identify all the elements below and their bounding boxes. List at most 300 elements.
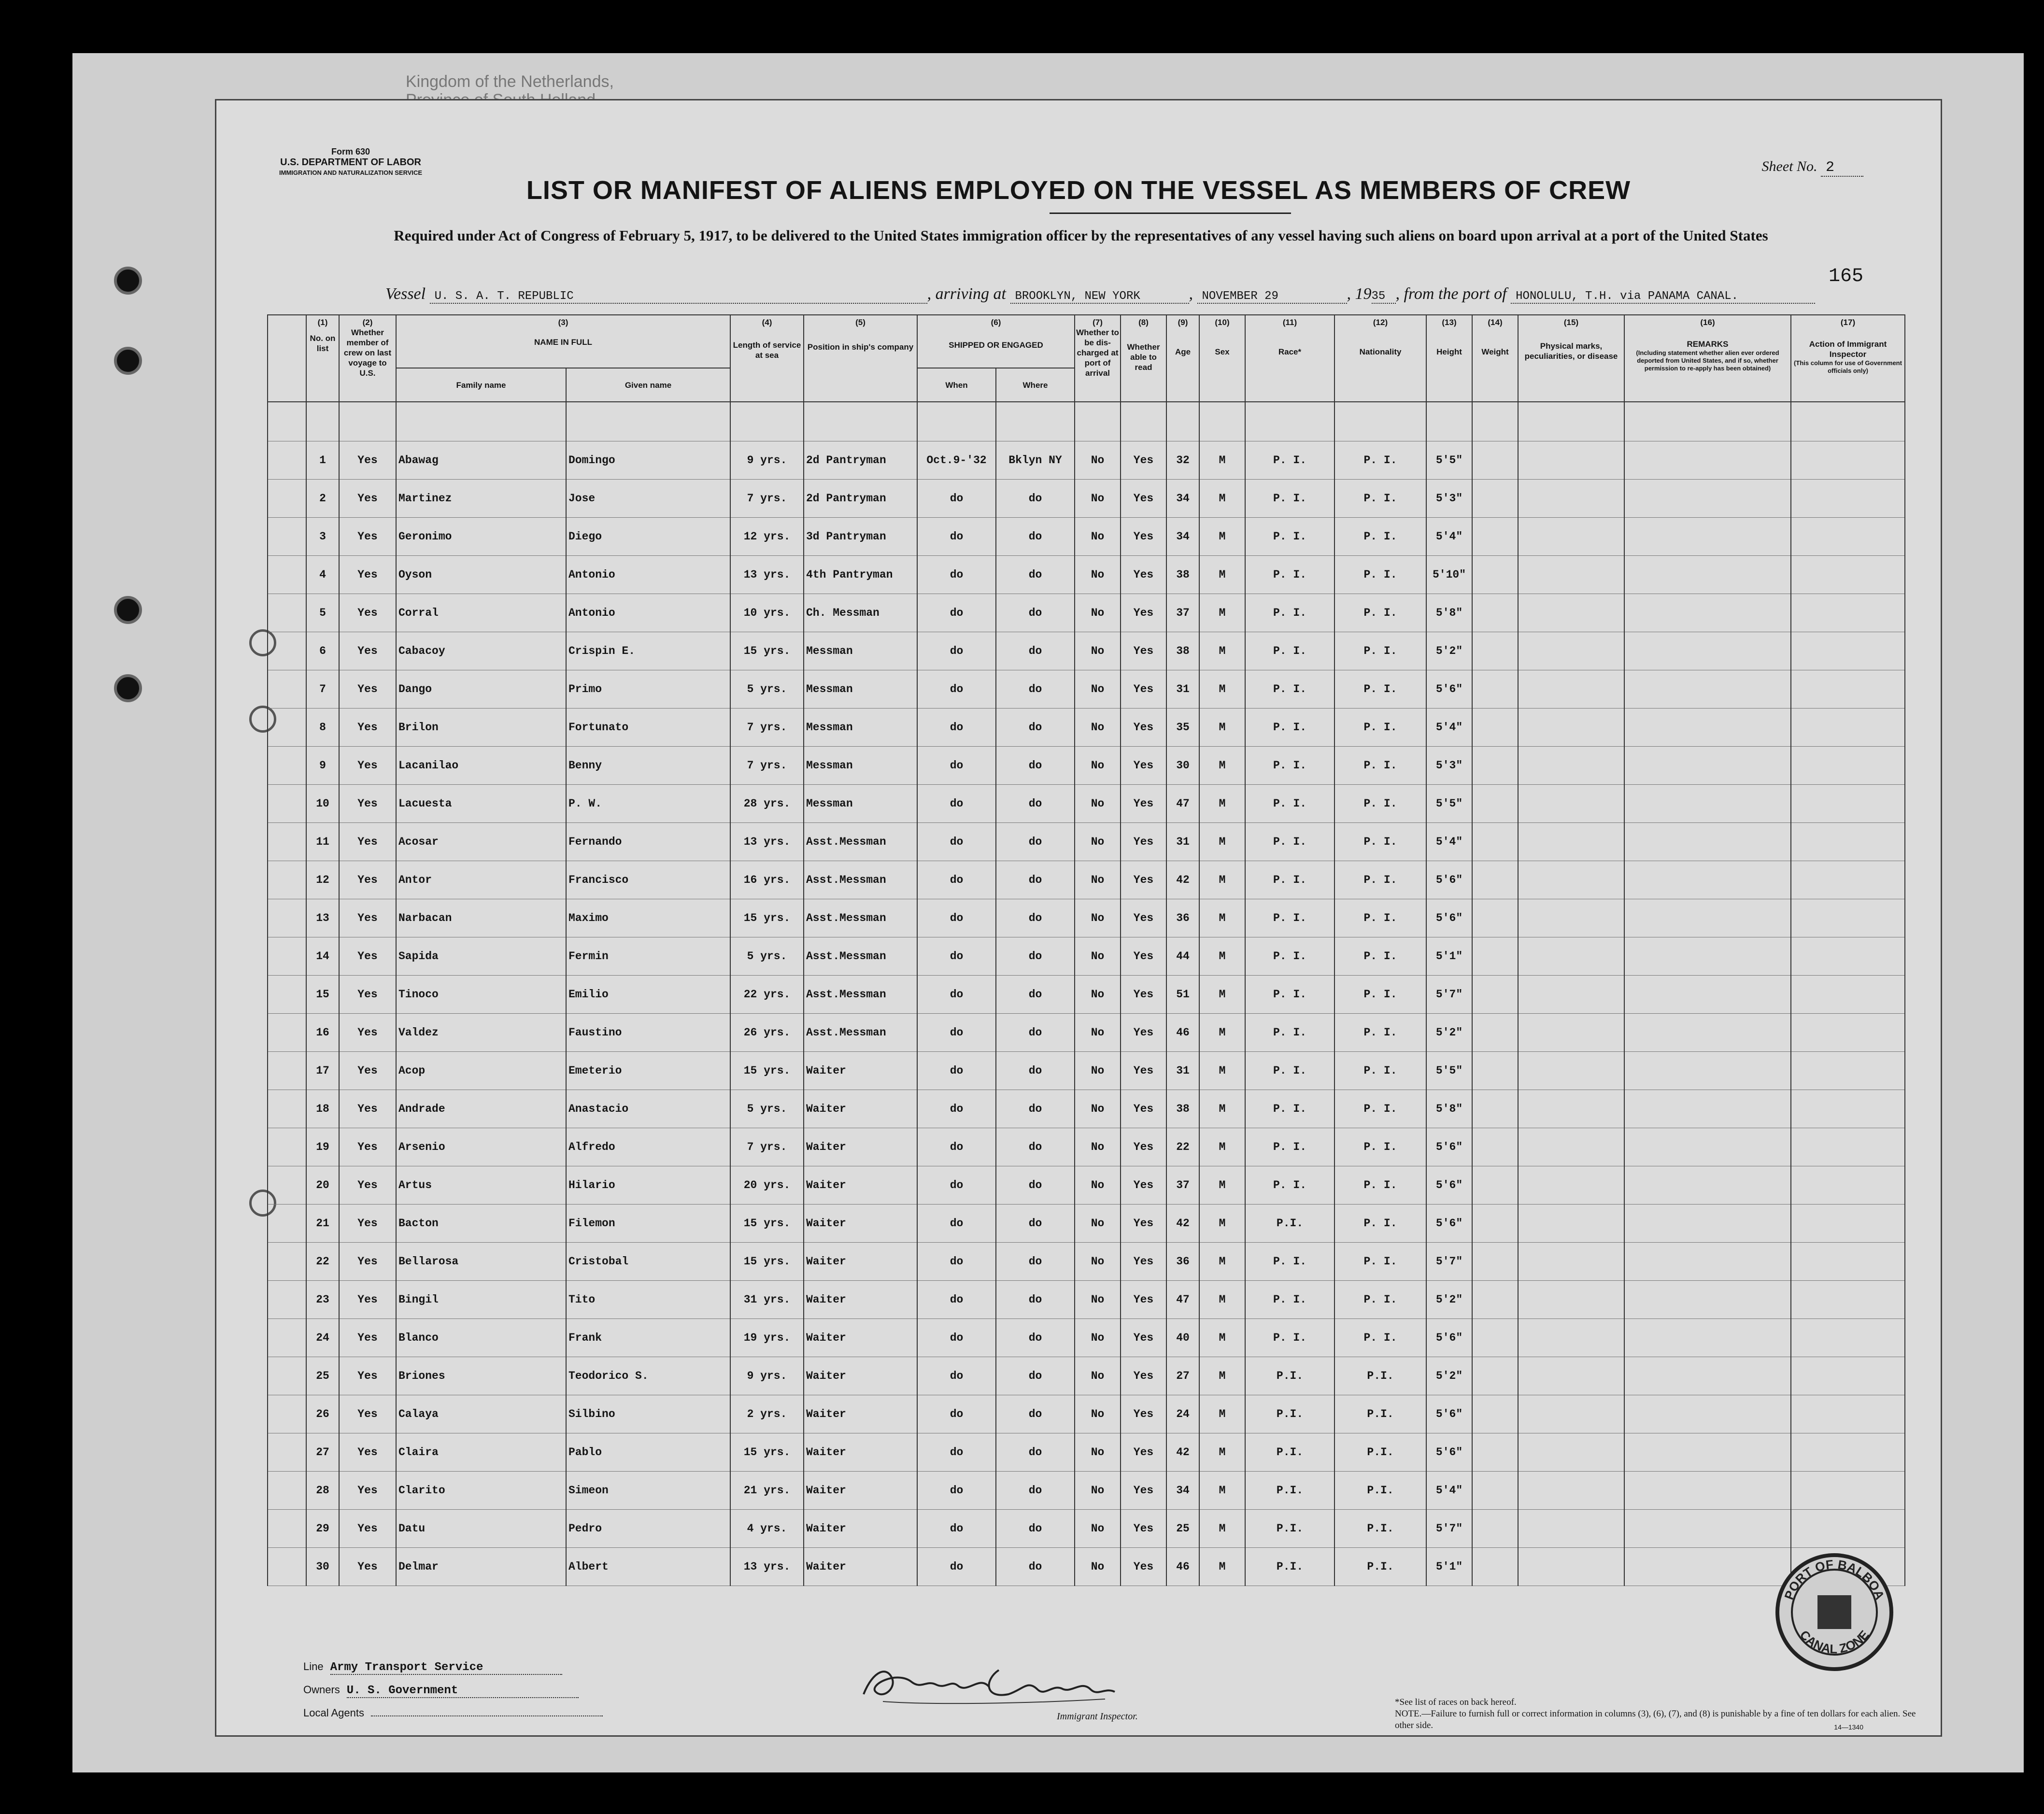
able-to-read-cell: Yes xyxy=(1121,1395,1166,1433)
able-to-read-cell: Yes xyxy=(1121,937,1166,976)
shipped-where-cell: do xyxy=(996,785,1075,823)
inspector-action-cell xyxy=(1791,594,1905,632)
height-cell: 5'4" xyxy=(1426,518,1472,556)
table-row xyxy=(268,1357,1905,1395)
weight-cell xyxy=(1472,480,1518,518)
able-to-read-cell: Yes xyxy=(1121,1014,1166,1052)
sheet-number xyxy=(1762,158,1864,176)
shipped-where-cell: do xyxy=(996,1472,1075,1510)
age-cell: 37 xyxy=(1166,1166,1199,1205)
sex-cell: M xyxy=(1199,823,1245,861)
member-last-voyage-cell: Yes xyxy=(339,1472,396,1510)
inspector-action-cell xyxy=(1791,709,1905,747)
shipped-when-cell: do xyxy=(917,1166,996,1205)
member-last-voyage-cell: Yes xyxy=(339,1014,396,1052)
remarks-cell xyxy=(1624,785,1791,823)
family-name-cell: Delmar xyxy=(396,1548,566,1586)
row-number-cell: 14 xyxy=(306,937,339,976)
position-in-company-cell: Asst.Messman xyxy=(804,823,917,861)
table-row xyxy=(268,1090,1905,1128)
member-last-voyage-cell: Yes xyxy=(339,976,396,1014)
family-name-cell: Valdez xyxy=(396,1014,566,1052)
member-last-voyage-cell: Yes xyxy=(339,861,396,899)
age-cell: 46 xyxy=(1166,1014,1199,1052)
weight-cell xyxy=(1472,1548,1518,1586)
family-name-cell: Lacuesta xyxy=(396,785,566,823)
shipped-where-cell: do xyxy=(996,976,1075,1014)
shipped-when-cell: do xyxy=(917,1281,996,1319)
able-to-read-cell: Yes xyxy=(1121,823,1166,861)
race-cell: P.I. xyxy=(1245,1205,1334,1243)
row-number-cell: 26 xyxy=(306,1395,339,1433)
remarks-cell xyxy=(1624,518,1791,556)
height-cell: 5'5" xyxy=(1426,785,1472,823)
shipped-where-cell: do xyxy=(996,1166,1075,1205)
weight-cell xyxy=(1472,632,1518,670)
family-name-cell: Martinez xyxy=(396,480,566,518)
able-to-read-cell: Yes xyxy=(1121,1052,1166,1090)
table-row xyxy=(268,1014,1905,1052)
family-name-cell: Brilon xyxy=(396,709,566,747)
length-of-service-cell: 15 yrs. xyxy=(730,1243,804,1281)
family-name-cell: Claira xyxy=(396,1433,566,1472)
height-cell: 5'7" xyxy=(1426,1243,1472,1281)
position-in-company-cell: Messman xyxy=(804,670,917,709)
from-port-label: , from the port of xyxy=(1395,285,1507,303)
sex-cell: M xyxy=(1199,785,1245,823)
nationality-cell: P. I. xyxy=(1334,670,1426,709)
position-in-company-cell: Waiter xyxy=(804,1052,917,1090)
given-name-cell: Antonio xyxy=(566,594,730,632)
position-in-company-cell: Waiter xyxy=(804,1433,917,1472)
row-number-cell: 4 xyxy=(306,556,339,594)
height-cell: 5'6" xyxy=(1426,1319,1472,1357)
given-name-cell: Tito xyxy=(566,1281,730,1319)
member-last-voyage-cell: Yes xyxy=(339,1433,396,1472)
row-number-cell: 27 xyxy=(306,1433,339,1472)
shipped-where-cell: do xyxy=(996,632,1075,670)
able-to-read-cell: Yes xyxy=(1121,1281,1166,1319)
table-row xyxy=(268,594,1905,632)
shipped-where-cell: do xyxy=(996,1510,1075,1548)
column-header-when: When xyxy=(917,368,996,402)
shipped-when-cell: do xyxy=(917,1014,996,1052)
row-number-cell: 18 xyxy=(306,1090,339,1128)
able-to-read-cell: Yes xyxy=(1121,1357,1166,1395)
column-header-race: (11) Race* xyxy=(1245,315,1334,402)
remarks-cell xyxy=(1624,823,1791,861)
weight-cell xyxy=(1472,1166,1518,1205)
table-row xyxy=(268,937,1905,976)
given-name-cell: Pedro xyxy=(566,1510,730,1548)
age-cell: 37 xyxy=(1166,594,1199,632)
margin-column-header xyxy=(268,315,306,402)
position-in-company-cell: Asst.Messman xyxy=(804,937,917,976)
shipped-when-cell: do xyxy=(917,480,996,518)
shipped-when-cell: do xyxy=(917,1548,996,1586)
able-to-read-cell: Yes xyxy=(1121,1548,1166,1586)
height-cell: 5'4" xyxy=(1426,1472,1472,1510)
family-name-cell: Calaya xyxy=(396,1395,566,1433)
owners-field xyxy=(303,1684,603,1698)
position-in-company-cell: Waiter xyxy=(804,1281,917,1319)
remarks-cell xyxy=(1624,1205,1791,1243)
discharged-at-port-cell: No xyxy=(1075,441,1121,480)
shipped-where-cell: do xyxy=(996,1243,1075,1281)
column-header-discharged: (7) Whether to be dis-charged at port of arrival xyxy=(1075,315,1121,402)
position-in-company-cell: Waiter xyxy=(804,1243,917,1281)
margin-cell-cell xyxy=(268,1510,306,1548)
line-label: Line xyxy=(303,1660,324,1672)
weight-cell xyxy=(1472,1205,1518,1243)
column-header-where: Where xyxy=(996,368,1075,402)
weight-cell xyxy=(1472,1281,1518,1319)
table-spacer-row xyxy=(268,402,1905,441)
seal-top-text: PORT OF BALBOA xyxy=(1781,1557,1888,1602)
member-last-voyage-cell: Yes xyxy=(339,1205,396,1243)
punch-hole xyxy=(114,267,142,295)
family-name-cell: Bingil xyxy=(396,1281,566,1319)
inspector-action-cell xyxy=(1791,1281,1905,1319)
table-row xyxy=(268,1205,1905,1243)
able-to-read-cell: Yes xyxy=(1121,1205,1166,1243)
family-name-cell: Geronimo xyxy=(396,518,566,556)
shipped-when-cell: do xyxy=(917,1395,996,1433)
column-header-no: (1) No. on list xyxy=(306,315,339,402)
physical-marks-cell xyxy=(1518,1205,1624,1243)
inspector-action-cell xyxy=(1791,632,1905,670)
shipped-when-cell: do xyxy=(917,1472,996,1510)
discharged-at-port-cell: No xyxy=(1075,1243,1121,1281)
column-header-name: (3) NAME IN FULL xyxy=(396,315,730,368)
arrival-date: NOVEMBER 29 xyxy=(1197,290,1347,304)
able-to-read-cell: Yes xyxy=(1121,747,1166,785)
shipped-when-cell: do xyxy=(917,861,996,899)
member-last-voyage-cell: Yes xyxy=(339,785,396,823)
physical-marks-cell xyxy=(1518,1052,1624,1090)
discharged-at-port-cell: No xyxy=(1075,976,1121,1014)
weight-cell xyxy=(1472,785,1518,823)
shipped-when-cell: do xyxy=(917,1052,996,1090)
age-cell: 35 xyxy=(1166,709,1199,747)
nationality-cell: P. I. xyxy=(1334,747,1426,785)
inspector-action-cell xyxy=(1791,1128,1905,1166)
given-name-cell: Primo xyxy=(566,670,730,709)
margin-cell-cell xyxy=(268,1433,306,1472)
column-header-position: (5) Position in ship's company xyxy=(804,315,917,402)
weight-cell xyxy=(1472,1243,1518,1281)
height-cell: 5'3" xyxy=(1426,480,1472,518)
given-name-cell: Francisco xyxy=(566,861,730,899)
crew-manifest-table xyxy=(267,314,1905,1586)
form-service: IMMIGRATION AND NATURALIZATION SERVICE xyxy=(279,169,423,176)
remarks-cell xyxy=(1624,1357,1791,1395)
race-cell: P. I. xyxy=(1245,1243,1334,1281)
shipped-where-cell: do xyxy=(996,594,1075,632)
shipped-when-cell: do xyxy=(917,1510,996,1548)
member-last-voyage-cell: Yes xyxy=(339,1357,396,1395)
sex-cell: M xyxy=(1199,1052,1245,1090)
punch-hole xyxy=(114,347,142,375)
physical-marks-cell xyxy=(1518,937,1624,976)
column-header-shipped: (6) SHIPPED OR ENGAGED xyxy=(917,315,1075,368)
shipped-where-cell: do xyxy=(996,937,1075,976)
physical-marks-cell xyxy=(1518,1319,1624,1357)
physical-marks-cell xyxy=(1518,747,1624,785)
table-row xyxy=(268,1395,1905,1433)
nationality-cell: P. I. xyxy=(1334,1166,1426,1205)
table-row xyxy=(268,518,1905,556)
age-cell: 36 xyxy=(1166,899,1199,937)
remarks-cell xyxy=(1624,1472,1791,1510)
remarks-cell xyxy=(1624,1243,1791,1281)
arrival-year: 35 xyxy=(1372,290,1396,304)
arriving-port: BROOKLYN, NEW YORK xyxy=(1010,290,1189,304)
age-cell: 47 xyxy=(1166,785,1199,823)
family-name-cell: Artus xyxy=(396,1166,566,1205)
family-name-cell: Briones xyxy=(396,1357,566,1395)
port-of-balboa-seal xyxy=(1772,1549,1897,1677)
row-number-cell: 11 xyxy=(306,823,339,861)
physical-marks-cell xyxy=(1518,1433,1624,1472)
shipped-when-cell: do xyxy=(917,670,996,709)
length-of-service-cell: 2 yrs. xyxy=(730,1395,804,1433)
able-to-read-cell: Yes xyxy=(1121,785,1166,823)
penalty-note: NOTE.—Failure to furnish full or correct information in columns (3), (6), (7), and (8) is punishable by a fine of ten dollars for each alien. See other side. xyxy=(1395,1709,1916,1730)
physical-marks-cell xyxy=(1518,1090,1624,1128)
inspector-action-cell xyxy=(1791,1433,1905,1472)
position-in-company-cell: 2d Pantryman xyxy=(804,441,917,480)
inspector-action-cell xyxy=(1791,1243,1905,1281)
shipped-when-cell: do xyxy=(917,632,996,670)
nationality-cell: P. I. xyxy=(1334,937,1426,976)
member-last-voyage-cell: Yes xyxy=(339,1090,396,1128)
able-to-read-cell: Yes xyxy=(1121,670,1166,709)
shipped-where-cell: do xyxy=(996,709,1075,747)
margin-cell-cell xyxy=(268,1281,306,1319)
age-cell: 30 xyxy=(1166,747,1199,785)
sex-cell: M xyxy=(1199,632,1245,670)
remarks-cell xyxy=(1624,1433,1791,1472)
row-number-cell: 7 xyxy=(306,670,339,709)
margin-cell-cell xyxy=(268,1395,306,1433)
footer-fields xyxy=(303,1660,603,1728)
family-name-cell: Clarito xyxy=(396,1472,566,1510)
discharged-at-port-cell: No xyxy=(1075,1128,1121,1166)
age-cell: 27 xyxy=(1166,1357,1199,1395)
sex-cell: M xyxy=(1199,1166,1245,1205)
weight-cell xyxy=(1472,823,1518,861)
margin-cell-cell xyxy=(268,1052,306,1090)
member-last-voyage-cell: Yes xyxy=(339,480,396,518)
length-of-service-cell: 7 yrs. xyxy=(730,709,804,747)
inspector-action-cell xyxy=(1791,518,1905,556)
family-name-cell: Blanco xyxy=(396,1319,566,1357)
inspector-action-cell xyxy=(1791,1319,1905,1357)
position-in-company-cell: Messman xyxy=(804,785,917,823)
length-of-service-cell: 13 yrs. xyxy=(730,556,804,594)
physical-marks-cell xyxy=(1518,670,1624,709)
length-of-service-cell: 5 yrs. xyxy=(730,937,804,976)
weight-cell xyxy=(1472,709,1518,747)
column-header-member: (2) Whether member of crew on last voyage to U.S. xyxy=(339,315,396,402)
shipped-when-cell: do xyxy=(917,556,996,594)
seal-stamp xyxy=(1772,1549,1897,1675)
nationality-cell: P. I. xyxy=(1334,785,1426,823)
seal-bottom-text: CANAL ZONE xyxy=(1797,1627,1872,1657)
member-last-voyage-cell: Yes xyxy=(339,823,396,861)
margin-cell-cell xyxy=(268,1014,306,1052)
position-in-company-cell: 4th Pantryman xyxy=(804,556,917,594)
sex-cell: M xyxy=(1199,747,1245,785)
sex-cell: M xyxy=(1199,976,1245,1014)
remarks-cell xyxy=(1624,861,1791,899)
table-row xyxy=(268,823,1905,861)
family-name-cell: Abawag xyxy=(396,441,566,480)
sex-cell: M xyxy=(1199,441,1245,480)
weight-cell xyxy=(1472,1472,1518,1510)
margin-cell-cell xyxy=(268,937,306,976)
length-of-service-cell: 31 yrs. xyxy=(730,1281,804,1319)
length-of-service-cell: 22 yrs. xyxy=(730,976,804,1014)
row-number-cell: 20 xyxy=(306,1166,339,1205)
race-cell: P. I. xyxy=(1245,785,1334,823)
discharged-at-port-cell: No xyxy=(1075,1472,1121,1510)
margin-cell-cell xyxy=(268,670,306,709)
nationality-cell: P. I. xyxy=(1334,1205,1426,1243)
row-number-cell: 28 xyxy=(306,1472,339,1510)
age-cell: 38 xyxy=(1166,632,1199,670)
column-header-age: (9) Age xyxy=(1166,315,1199,402)
given-name-cell: Emeterio xyxy=(566,1052,730,1090)
row-number-cell: 23 xyxy=(306,1281,339,1319)
sex-cell: M xyxy=(1199,709,1245,747)
weight-cell xyxy=(1472,441,1518,480)
height-cell: 5'2" xyxy=(1426,1014,1472,1052)
height-cell: 5'6" xyxy=(1426,1128,1472,1166)
sex-cell: M xyxy=(1199,556,1245,594)
remarks-cell xyxy=(1624,1128,1791,1166)
length-of-service-cell: 7 yrs. xyxy=(730,480,804,518)
margin-cell-cell xyxy=(268,1128,306,1166)
length-of-service-cell: 19 yrs. xyxy=(730,1319,804,1357)
remarks-cell xyxy=(1624,632,1791,670)
able-to-read-cell: Yes xyxy=(1121,556,1166,594)
position-in-company-cell: Waiter xyxy=(804,1472,917,1510)
family-name-cell: Dango xyxy=(396,670,566,709)
table-row xyxy=(268,709,1905,747)
height-cell: 5'8" xyxy=(1426,594,1472,632)
form-department: U.S. DEPARTMENT OF LABOR xyxy=(280,157,421,168)
height-cell: 5'2" xyxy=(1426,1357,1472,1395)
member-last-voyage-cell: Yes xyxy=(339,1166,396,1205)
margin-cell-cell xyxy=(268,441,306,480)
owners-value: U. S. Government xyxy=(347,1684,579,1698)
nationality-cell: P. I. xyxy=(1334,976,1426,1014)
race-cell: P. I. xyxy=(1245,480,1334,518)
form-code: 14—1340 xyxy=(1834,1723,1863,1731)
sex-cell: M xyxy=(1199,480,1245,518)
inspector-action-cell xyxy=(1791,1166,1905,1205)
remarks-cell xyxy=(1624,1090,1791,1128)
nationality-cell: P. I. xyxy=(1334,1014,1426,1052)
physical-marks-cell xyxy=(1518,1357,1624,1395)
column-header-weight: (14) Weight xyxy=(1472,315,1518,402)
given-name-cell: Crispin E. xyxy=(566,632,730,670)
member-last-voyage-cell: Yes xyxy=(339,632,396,670)
agents-field xyxy=(303,1707,603,1719)
sex-cell: M xyxy=(1199,518,1245,556)
given-name-cell: Diego xyxy=(566,518,730,556)
physical-marks-cell xyxy=(1518,594,1624,632)
height-cell: 5'6" xyxy=(1426,1433,1472,1472)
column-header-family: Family name xyxy=(396,368,566,402)
sex-cell: M xyxy=(1199,1548,1245,1586)
height-cell: 5'5" xyxy=(1426,441,1472,480)
row-number-cell: 29 xyxy=(306,1510,339,1548)
title-rule xyxy=(1050,213,1291,214)
height-cell: 5'5" xyxy=(1426,1052,1472,1090)
table-row xyxy=(268,480,1905,518)
race-cell: P. I. xyxy=(1245,518,1334,556)
shipped-where-cell: do xyxy=(996,556,1075,594)
row-number-cell: 10 xyxy=(306,785,339,823)
age-cell: 42 xyxy=(1166,1205,1199,1243)
races-note: *See list of races on back hereof. xyxy=(1395,1697,1517,1707)
table-row xyxy=(268,1472,1905,1510)
remarks-cell xyxy=(1624,937,1791,976)
shipped-when-cell: do xyxy=(917,823,996,861)
sex-cell: M xyxy=(1199,1205,1245,1243)
shipped-when-cell: do xyxy=(917,1319,996,1357)
shipped-where-cell: do xyxy=(996,1090,1075,1128)
remarks-cell xyxy=(1624,1319,1791,1357)
shipped-when-cell: do xyxy=(917,1433,996,1472)
remarks-cell xyxy=(1624,1052,1791,1090)
nationality-cell: P. I. xyxy=(1334,899,1426,937)
discharged-at-port-cell: No xyxy=(1075,823,1121,861)
race-cell: P.I. xyxy=(1245,1472,1334,1510)
position-in-company-cell: Waiter xyxy=(804,1319,917,1357)
row-number-cell: 6 xyxy=(306,632,339,670)
member-last-voyage-cell: Yes xyxy=(339,556,396,594)
discharged-at-port-cell: No xyxy=(1075,1014,1121,1052)
length-of-service-cell: 16 yrs. xyxy=(730,861,804,899)
remarks-cell xyxy=(1624,556,1791,594)
shipped-when-cell: do xyxy=(917,1205,996,1243)
given-name-cell: P. W. xyxy=(566,785,730,823)
discharged-at-port-cell: No xyxy=(1075,1395,1121,1433)
weight-cell xyxy=(1472,1014,1518,1052)
discharged-at-port-cell: No xyxy=(1075,899,1121,937)
sex-cell: M xyxy=(1199,899,1245,937)
given-name-cell: Albert xyxy=(566,1548,730,1586)
weight-cell xyxy=(1472,747,1518,785)
able-to-read-cell: Yes xyxy=(1121,1433,1166,1472)
margin-cell-cell xyxy=(268,1548,306,1586)
nationality-cell: P. I. xyxy=(1334,556,1426,594)
position-in-company-cell: Asst.Messman xyxy=(804,861,917,899)
given-name-cell: Silbino xyxy=(566,1395,730,1433)
nationality-cell: P. I. xyxy=(1334,823,1426,861)
length-of-service-cell: 15 yrs. xyxy=(730,632,804,670)
family-name-cell: Cabacoy xyxy=(396,632,566,670)
discharged-at-port-cell: No xyxy=(1075,1319,1121,1357)
weight-cell xyxy=(1472,1090,1518,1128)
height-cell: 5'7" xyxy=(1426,976,1472,1014)
race-cell: P. I. xyxy=(1245,1166,1334,1205)
sex-cell: M xyxy=(1199,1510,1245,1548)
